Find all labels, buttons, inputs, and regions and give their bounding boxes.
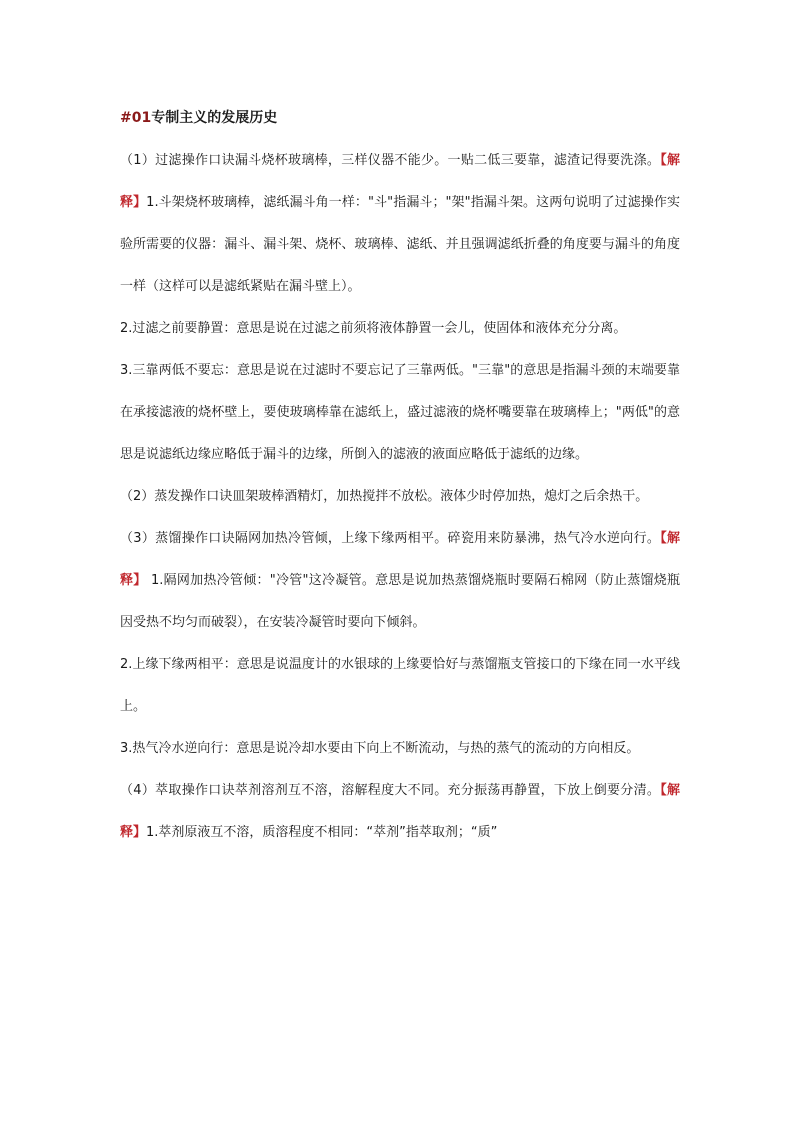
- paragraph-distillation: [120, 518, 680, 644]
- explanation-label: 【解释】: [120, 153, 680, 210]
- paragraph-thermometer-level: 2.上缘下缘两相平：意思是说温度计的水银球的上缘要恰好与蒸馏瓶支管接口的下缘在同一水平线上。: [120, 657, 680, 714]
- distillation-mnemonic: （3）蒸馏操作口诀隔网加热冷管倾，上缘下缘两相平。碎瓷用来防暴沸，热气冷水逆向行。: [120, 531, 661, 546]
- section-heading: [120, 108, 680, 128]
- section-number: #01: [120, 110, 152, 126]
- filtration-explanation: 1.斗架烧杯玻璃棒，滤纸漏斗角一样："斗"指漏斗；"架"指漏斗架。这两句说明了过滤操作实验所需要的仪器：漏斗、漏斗架、烧杯、玻璃棒、滤纸、并且强调滤纸折叠的角度要与漏斗的角度一样（这样可以是滤纸紧贴在漏斗壁上）。: [120, 195, 680, 294]
- extraction-explanation: 1.萃剂原液互不溶，质溶程度不相同：“萃剂”指萃取剂；“质”: [146, 825, 498, 840]
- filtration-mnemonic: （1）过滤操作口诀漏斗烧杯玻璃棒，三样仪器不能少。一贴二低三要靠，滤渣记得要洗涤。: [120, 153, 661, 168]
- document-page: [120, 108, 680, 854]
- explanation-label: 【解释】: [120, 531, 680, 588]
- extraction-mnemonic: （4）萃取操作口诀萃剂溶剂互不溶，溶解程度大不同。充分振荡再静置，下放上倒要分清。: [120, 783, 661, 798]
- paragraph-cooling-water: 3.热气冷水逆向行：意思是说冷却水要由下向上不断流动，与热的蒸气的流动的方向相反。: [120, 741, 640, 756]
- paragraph-evaporation: （2）蒸发操作口诀皿架玻棒酒精灯，加热搅拌不放松。液体少时停加热，熄灯之后余热干。: [120, 489, 649, 504]
- paragraph-settle: 2.过滤之前要静置：意思是说在过滤之前须将液体静置一会儿，使固体和液体充分分离。: [120, 321, 627, 336]
- explanation-label: 【解释】: [120, 783, 680, 840]
- paragraph-three-lean-two-low: 3.三靠两低不要忘：意思是说在过滤时不要忘记了三靠两低。"三靠"的意思是指漏斗颈的末端要靠在承接滤液的烧杯壁上，要使玻璃棒靠在滤纸上，盛过滤液的烧杯嘴要靠在玻璃棒上；"两低"的意思是说滤纸边缘应略低于漏斗的边缘，所倒入的滤液的液面应略低于滤纸的边缘。: [120, 363, 680, 462]
- paragraph-extraction: [120, 770, 680, 854]
- section-title: 专制主义的发展历史: [151, 110, 278, 126]
- distillation-explanation: 1.隔网加热冷管倾："冷管"这冷凝管。意思是说加热蒸馏烧瓶时要隔石棉网（防止蒸馏烧瓶因受热不均匀而破裂），在安装冷凝管时要向下倾斜。: [120, 573, 680, 630]
- paragraph-filtration: [120, 140, 680, 308]
